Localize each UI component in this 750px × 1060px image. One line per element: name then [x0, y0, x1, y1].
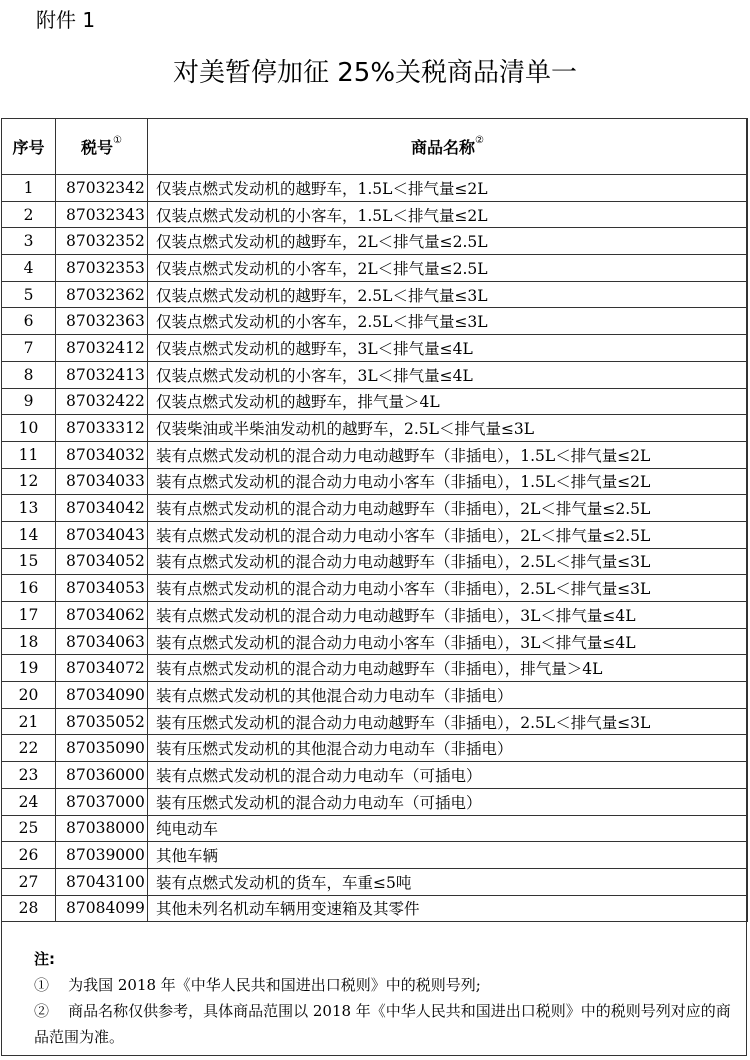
table-row	[2, 895, 748, 922]
row-seq: 28	[2, 895, 56, 922]
table-row	[2, 468, 748, 495]
row-seq: 5	[2, 281, 56, 308]
row-code: 87034042	[56, 495, 148, 522]
row-seq: 20	[2, 682, 56, 709]
row-seq: 19	[2, 655, 56, 682]
row-name: 装有压燃式发动机的其他混合动力电动车（非插电）	[148, 735, 748, 762]
header-name: 商品名称②	[148, 119, 748, 175]
row-code: 87034072	[56, 655, 148, 682]
table-row	[2, 628, 748, 655]
row-code: 87035090	[56, 735, 148, 762]
table-row	[2, 495, 748, 522]
row-code: 87034062	[56, 602, 148, 629]
note-text-1: 为我国 2018 年《中华人民共和国进出口税则》中的税则号列;	[68, 976, 481, 994]
row-seq: 21	[2, 708, 56, 735]
row-seq: 17	[2, 602, 56, 629]
row-seq: 13	[2, 495, 56, 522]
table-row	[2, 255, 748, 282]
row-seq: 6	[2, 308, 56, 335]
row-name: 仅装点燃式发动机的小客车，1.5L＜排气量≤2L	[148, 201, 748, 228]
table-row	[2, 655, 748, 682]
row-code: 87032413	[56, 361, 148, 388]
table-row	[2, 388, 748, 415]
note-item-2	[34, 998, 734, 1050]
table-row	[2, 682, 748, 709]
row-seq: 16	[2, 575, 56, 602]
footnote-ref-2: ②	[475, 135, 484, 146]
row-name: 仅装点燃式发动机的越野车，2L＜排气量≤2.5L	[148, 228, 748, 255]
row-seq: 18	[2, 628, 56, 655]
row-code: 87039000	[56, 842, 148, 869]
table-row	[2, 708, 748, 735]
table-row	[2, 335, 748, 362]
row-code: 87032363	[56, 308, 148, 335]
row-seq: 12	[2, 468, 56, 495]
row-name: 装有点燃式发动机的混合动力电动越野车（非插电），1.5L＜排气量≤2L	[148, 441, 748, 468]
table-row	[2, 788, 748, 815]
table-row	[2, 762, 748, 789]
table-row	[2, 281, 748, 308]
row-code: 87032343	[56, 201, 148, 228]
table-row	[2, 175, 748, 202]
row-seq: 22	[2, 735, 56, 762]
row-seq: 1	[2, 175, 56, 202]
row-seq: 25	[2, 815, 56, 842]
table-row	[2, 415, 748, 442]
table-row	[2, 441, 748, 468]
row-seq: 10	[2, 415, 56, 442]
row-code: 87034032	[56, 441, 148, 468]
row-seq: 8	[2, 361, 56, 388]
row-name: 装有点燃式发动机的混合动力电动越野车（非插电），排气量＞4L	[148, 655, 748, 682]
row-name: 装有压燃式发动机的混合动力电动车（可插电）	[148, 788, 748, 815]
row-name: 装有点燃式发动机的混合动力电动小客车（非插电），1.5L＜排气量≤2L	[148, 468, 748, 495]
row-name: 装有点燃式发动机的混合动力电动小客车（非插电），2L＜排气量≤2.5L	[148, 521, 748, 548]
row-name: 仅装点燃式发动机的小客车，2.5L＜排气量≤3L	[148, 308, 748, 335]
row-seq: 11	[2, 441, 56, 468]
table-row	[2, 575, 748, 602]
row-code: 87034053	[56, 575, 148, 602]
table-row	[2, 228, 748, 255]
row-name: 仅装点燃式发动机的小客车，2L＜排气量≤2.5L	[148, 255, 748, 282]
row-seq: 26	[2, 842, 56, 869]
row-name: 仅装柴油或半柴油发动机的越野车，2.5L＜排气量≤3L	[148, 415, 748, 442]
row-seq: 23	[2, 762, 56, 789]
row-seq: 7	[2, 335, 56, 362]
note-mark-1: ①	[34, 976, 50, 994]
header-code: 税号①	[56, 119, 148, 175]
row-name: 装有点燃式发动机的混合动力电动越野车（非插电），2L＜排气量≤2.5L	[148, 495, 748, 522]
row-seq: 9	[2, 388, 56, 415]
row-code: 87035052	[56, 708, 148, 735]
row-code: 87038000	[56, 815, 148, 842]
row-name: 其他未列名机动车辆用变速箱及其零件	[148, 895, 748, 922]
row-code: 87032362	[56, 281, 148, 308]
row-name: 装有点燃式发动机的其他混合动力电动车（非插电）	[148, 682, 748, 709]
attachment-label: 附件 1	[36, 8, 96, 32]
row-code: 87032352	[56, 228, 148, 255]
row-code: 87034043	[56, 521, 148, 548]
row-code: 87034090	[56, 682, 148, 709]
row-seq: 4	[2, 255, 56, 282]
row-code: 87032342	[56, 175, 148, 202]
row-code: 87036000	[56, 762, 148, 789]
table-row	[2, 548, 748, 575]
row-name: 装有点燃式发动机的混合动力电动小客车（非插电），3L＜排气量≤4L	[148, 628, 748, 655]
table-row	[2, 308, 748, 335]
table-row	[2, 361, 748, 388]
row-name: 纯电动车	[148, 815, 748, 842]
table-row	[2, 868, 748, 895]
note-item-1	[34, 972, 734, 998]
row-code: 87034052	[56, 548, 148, 575]
tariff-table	[1, 118, 748, 922]
row-seq: 15	[2, 548, 56, 575]
row-seq: 2	[2, 201, 56, 228]
row-seq: 24	[2, 788, 56, 815]
row-name: 仅装点燃式发动机的小客车，3L＜排气量≤4L	[148, 361, 748, 388]
row-code: 87033312	[56, 415, 148, 442]
row-code: 87032422	[56, 388, 148, 415]
note-mark-2: ②	[34, 1002, 50, 1020]
row-seq: 14	[2, 521, 56, 548]
row-name: 其他车辆	[148, 842, 748, 869]
row-seq: 27	[2, 868, 56, 895]
row-name: 仅装点燃式发动机的越野车，1.5L＜排气量≤2L	[148, 175, 748, 202]
row-name: 装有点燃式发动机的混合动力电动车（可插电）	[148, 762, 748, 789]
row-code: 87037000	[56, 788, 148, 815]
row-code: 87032412	[56, 335, 148, 362]
footnotes	[34, 946, 734, 1050]
row-code: 87034063	[56, 628, 148, 655]
row-name: 装有点燃式发动机的混合动力电动小客车（非插电），2.5L＜排气量≤3L	[148, 575, 748, 602]
notes-title: 注:	[34, 950, 55, 968]
table-row	[2, 201, 748, 228]
table-row	[2, 815, 748, 842]
row-name: 仅装点燃式发动机的越野车，3L＜排气量≤4L	[148, 335, 748, 362]
footnote-ref-1: ①	[113, 135, 122, 146]
table-row	[2, 521, 748, 548]
row-seq: 3	[2, 228, 56, 255]
row-code: 87084099	[56, 895, 148, 922]
row-name: 装有点燃式发动机的混合动力电动越野车（非插电），3L＜排气量≤4L	[148, 602, 748, 629]
row-code: 87032353	[56, 255, 148, 282]
table-row	[2, 735, 748, 762]
table-row	[2, 842, 748, 869]
table-header-row	[2, 119, 748, 175]
row-name: 装有压燃式发动机的混合动力电动越野车（非插电），2.5L＜排气量≤3L	[148, 708, 748, 735]
table-row	[2, 602, 748, 629]
row-name: 装有点燃式发动机的货车，车重≤5吨	[148, 868, 748, 895]
row-code: 87034033	[56, 468, 148, 495]
row-name: 仅装点燃式发动机的越野车，排气量＞4L	[148, 388, 748, 415]
row-code: 87043100	[56, 868, 148, 895]
page-title: 对美暂停加征 25%关税商品清单一	[172, 58, 578, 88]
row-name: 仅装点燃式发动机的越野车，2.5L＜排气量≤3L	[148, 281, 748, 308]
row-name: 装有点燃式发动机的混合动力电动越野车（非插电），2.5L＜排气量≤3L	[148, 548, 748, 575]
note-text-2: 商品名称仅供参考，具体商品范围以 2018 年《中华人民共和国进出口税则》中的税则号列对应的商品范围为准。	[34, 1002, 731, 1046]
header-seq: 序号	[2, 119, 56, 175]
